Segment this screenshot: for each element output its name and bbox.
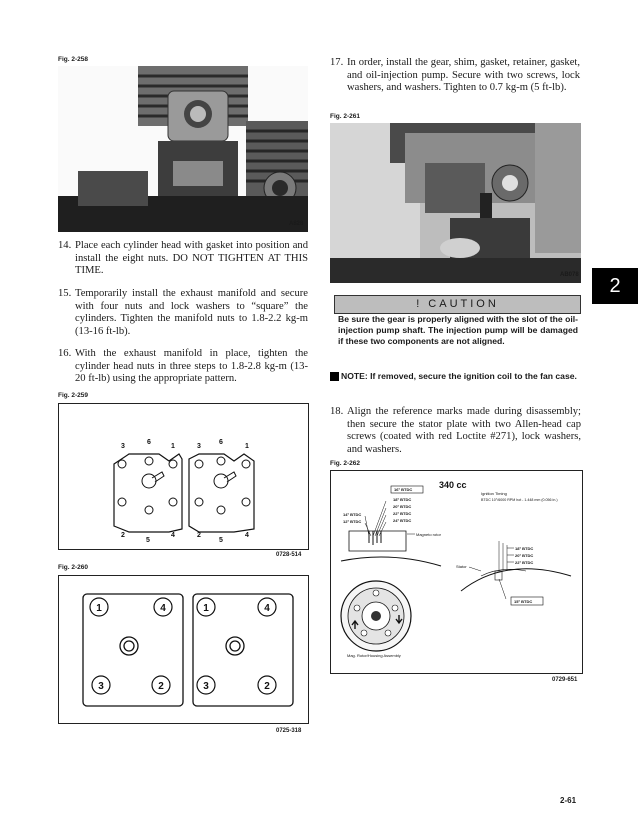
caution-header (334, 295, 581, 314)
step-16-number: 16. (58, 348, 72, 359)
timing-mark-label: 22° BTDC (515, 560, 534, 565)
step-18-text: Align the reference marks made during disassembly; then secure the stator plate with two Allen-head cap screws (coated with red Loctite #271), lock washers, and washers. (347, 406, 581, 455)
sequence-number: 3 (98, 681, 104, 692)
step-18-number: 18. (330, 406, 344, 417)
stator-label: Stator (456, 564, 467, 569)
step-14-text: Place each cylinder head with gasket into position and install the eight nuts. DO NOT TIGHTEN AT THIS TIME. (75, 240, 308, 277)
step-15 (58, 288, 308, 338)
sequence-number: 2 (264, 681, 270, 692)
sequence-number: 3 (203, 681, 209, 692)
sequence-number: 2 (158, 681, 164, 692)
fig-2-262-diagram (330, 470, 583, 674)
sequence-number: 4 (264, 603, 270, 614)
timing-mark-label: 16° BTDC (394, 487, 413, 492)
torque-number: 6 (219, 439, 223, 446)
magneto-rotor-label: Magneto rotor (416, 532, 441, 537)
section-tab-number: 2 (609, 275, 621, 297)
torque-number: 2 (197, 532, 201, 539)
timing-mark-label: 18° BTDC (515, 546, 534, 551)
step-17-text: In order, install the gear, shim, gasket, retainer, gasket, and oil-injection pump. Secure with two screws, lock washers, and washers. Tighten to 0.7 kg-m (5 ft-lb). (347, 57, 580, 94)
step-15-text: Temporarily install the exhaust manifold and secure with four nuts and lock washers to “square” the cylinders. Tighten the manifold nuts to 1.8-2.2 kg-m (13-16 ft-lb). (75, 288, 308, 337)
torque-number: 4 (171, 532, 175, 539)
fig-2-259-label: Fig. 2-259 (58, 392, 88, 399)
step-14-number: 14. (58, 240, 72, 251)
torque-number: 3 (121, 443, 125, 450)
torque-number: 2 (121, 532, 125, 539)
cylinder-head-sequence (59, 576, 308, 723)
fig-2-258-photo (58, 66, 308, 232)
fig-2-262-code: 0729-651 (552, 677, 578, 683)
torque-number: 5 (146, 537, 150, 544)
section-tab (592, 268, 638, 304)
timing-mark-label: 15° BTDC (514, 599, 533, 604)
timing-mark-label: 22° BTDC (393, 511, 412, 516)
step-18 (330, 406, 581, 456)
step-16-text: With the exhaust manifold in place, tighten the cylinder head nuts in three steps to 1.8-2.8 kg-m (13-20 ft-lb) using the appropriate pattern. (75, 348, 308, 385)
fig-2-258-label: Fig. 2-258 (58, 56, 88, 63)
page-number: 2-61 (560, 796, 577, 805)
engine-cylinder-photo (58, 66, 308, 232)
timing-mark-label: 24° BTDC (393, 518, 412, 523)
fig-2-261-label: Fig. 2-261 (330, 113, 360, 120)
fig-2-260-code: 0725-318 (276, 728, 302, 734)
timing-mark-label: 18° BTDC (393, 497, 412, 502)
torque-number: 1 (245, 443, 249, 450)
fig-2-261-code: AB078 (560, 272, 579, 278)
fig-2-259-diagram (58, 403, 309, 550)
timing-mark-label: 20° BTDC (515, 553, 534, 558)
timing-mark-label: 12° BTDC (343, 519, 362, 524)
timing-title: Ignition Timing (481, 491, 507, 496)
torque-number: 6 (147, 439, 151, 446)
timing-mark-label: 14° BTDC (343, 512, 362, 517)
fig-2-262-label: Fig. 2-262 (330, 460, 360, 467)
torque-number: 3 (197, 443, 201, 450)
step-15-number: 15. (58, 288, 72, 299)
caution-title: ! CAUTION (416, 298, 499, 310)
caution-text: Be sure the gear is properly aligned with the slot of the oil-injection pump shaft. The injection pump will be damaged if these two components are not aligned. (338, 314, 578, 346)
torque-number: 1 (171, 443, 175, 450)
fig-2-259-code: 0728-514 (276, 552, 302, 558)
torque-number: 4 (245, 532, 249, 539)
sequence-number: 1 (96, 603, 102, 614)
fig-2-260-label: Fig. 2-260 (58, 564, 88, 571)
timing-mark-label: 20° BTDC (393, 504, 412, 509)
ignition-timing-diagram (331, 471, 582, 673)
step-14 (58, 240, 308, 278)
step-16 (58, 348, 308, 386)
timing-subtitle: BTDC 10°/6000 RPM hot - 1.448 mm (0.056 in.) (481, 498, 558, 502)
sequence-number: 4 (160, 603, 166, 614)
note-text: NOTE: If removed, secure the ignition coil to the fan case. (341, 371, 577, 381)
assembly-label: Mag. Rotor/Housing Assembly (347, 653, 401, 658)
torque-number: 5 (219, 537, 223, 544)
cylinder-head-torque-pattern (59, 404, 308, 549)
step-17 (330, 57, 580, 95)
step-17-number: 17. (330, 57, 344, 68)
diagram-title: 340 cc (439, 480, 467, 490)
fig-2-258-code: A828 (289, 221, 304, 227)
oil-injection-pump-photo (330, 123, 581, 283)
fig-2-260-diagram (58, 575, 309, 724)
sequence-number: 1 (203, 603, 209, 614)
fig-2-261-photo (330, 123, 581, 283)
